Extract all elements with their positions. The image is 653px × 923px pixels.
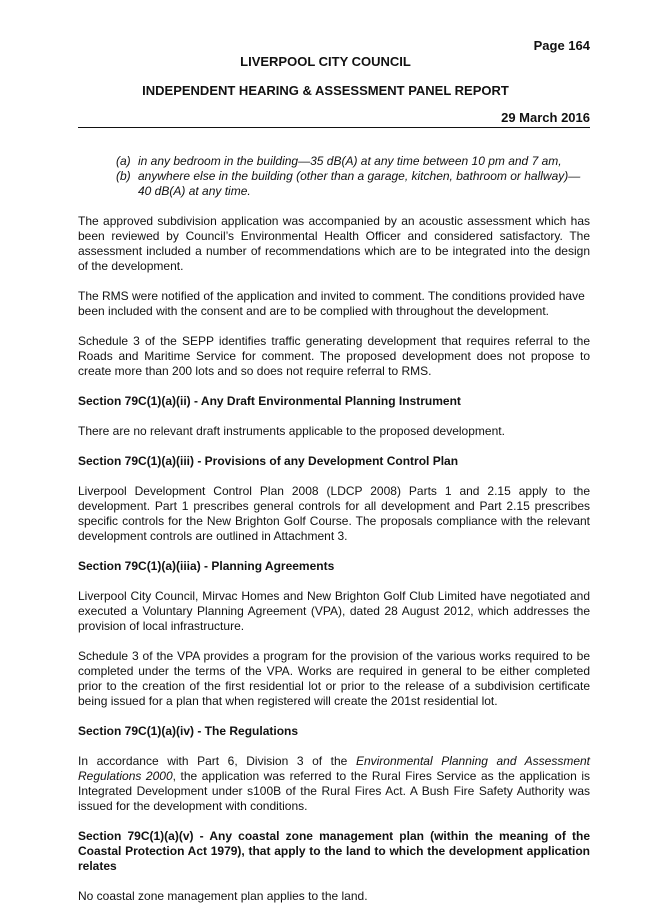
paragraph-schedule3-sepp: Schedule 3 of the SEPP identifies traffic generating development that requires referral to the Roads and Maritime Service for comment. The proposed development does not propose to create more than 200 lots and so does not require referral to RMS. bbox=[78, 334, 590, 378]
header-divider bbox=[78, 127, 590, 128]
council-name: LIVERPOOL CITY COUNCIL bbox=[240, 54, 411, 69]
heading-dcp: Section 79C(1)(a)(iii) - Provisions of any Development Control Plan bbox=[78, 454, 459, 468]
paragraph-acoustic: The approved subdivision application was accompanied by an acoustic assessment which has been reviewed by Council’s Environmental Health Officer and considered satisfactory. The assessment included a number of recommendations which are to be integrated into the design of the development. bbox=[78, 214, 590, 273]
paragraph-rms: The RMS were notified of the application and invited to comment. The conditions provided have been included with the consent and are to be complied with throughout the development. bbox=[78, 289, 585, 318]
list-marker: (a) bbox=[116, 154, 131, 168]
list-marker: (b) bbox=[116, 169, 131, 183]
paragraph-coastal: No coastal zone management plan applies to the land. bbox=[78, 889, 368, 903]
paragraph-regulations bbox=[78, 754, 590, 814]
paragraph-draft-instruments: There are no relevant draft instruments applicable to the proposed development. bbox=[78, 424, 505, 438]
heading-coastal: Section 79C(1)(a)(v) - Any coastal zone management plan (within the meaning of the Coastal Protection Act 1979), that apply to the land to which the development application relates bbox=[78, 829, 590, 873]
list-item-text: anywhere else in the building (other than a garage, kitchen, bathroom or hallway)—40 dB(A) at any time. bbox=[138, 169, 581, 198]
page-number: Page 164 bbox=[533, 38, 590, 53]
heading-planning-agreements: Section 79C(1)(a)(iiia) - Planning Agreements bbox=[78, 559, 335, 573]
paragraph-dcp: Liverpool Development Control Plan 2008 (LDCP 2008) Parts 1 and 2.15 apply to the development. Part 1 prescribes general controls for all development and Part 2.15 prescribes specific controls for the New Brighton Golf Course. The proposals compliance with the relevant development controls are outlined in Attachment 3. bbox=[78, 484, 590, 543]
regulations-act-title: Environmental Planning and Assessment Regulations 2000 bbox=[78, 754, 590, 783]
regulations-text-before: In accordance with Part 6, Division 3 of the bbox=[78, 754, 356, 768]
report-title: INDEPENDENT HEARING & ASSESSMENT PANEL REPORT bbox=[142, 83, 509, 98]
noise-criteria-list bbox=[78, 154, 590, 199]
paragraph-vpa: Liverpool City Council, Mirvac Homes and New Brighton Golf Club Limited have negotiated and executed a Voluntary Planning Agreement (VPA), dated 28 August 2012, which addresses the provision of local infrastructure. bbox=[78, 589, 590, 633]
paragraph-schedule3-vpa: Schedule 3 of the VPA provides a program for the provision of the various works required to be completed under the terms of the VPA. Works are required in general to be either completed prior to the creation of the first residential lot or prior to the release of a subdivision certificate being issued for a plan that when registered will create the 201st residential lot. bbox=[78, 649, 590, 708]
heading-draft-epi: Section 79C(1)(a)(ii) - Any Draft Environmental Planning Instrument bbox=[78, 394, 461, 408]
list-item bbox=[78, 154, 590, 169]
heading-regulations: Section 79C(1)(a)(iv) - The Regulations bbox=[78, 724, 299, 738]
list-item bbox=[78, 169, 590, 199]
document-body bbox=[78, 154, 590, 919]
report-date: 29 March 2016 bbox=[501, 110, 590, 125]
regulations-text-after: , the application was referred to the Rural Fires Service as the application is Integrated Development under s100B of the Rural Fires Act. A Bush Fire Safety Authority was issued for the development with conditions. bbox=[78, 769, 590, 813]
list-item-text: in any bedroom in the building—35 dB(A) at any time between 10 pm and 7 am, bbox=[138, 154, 562, 168]
